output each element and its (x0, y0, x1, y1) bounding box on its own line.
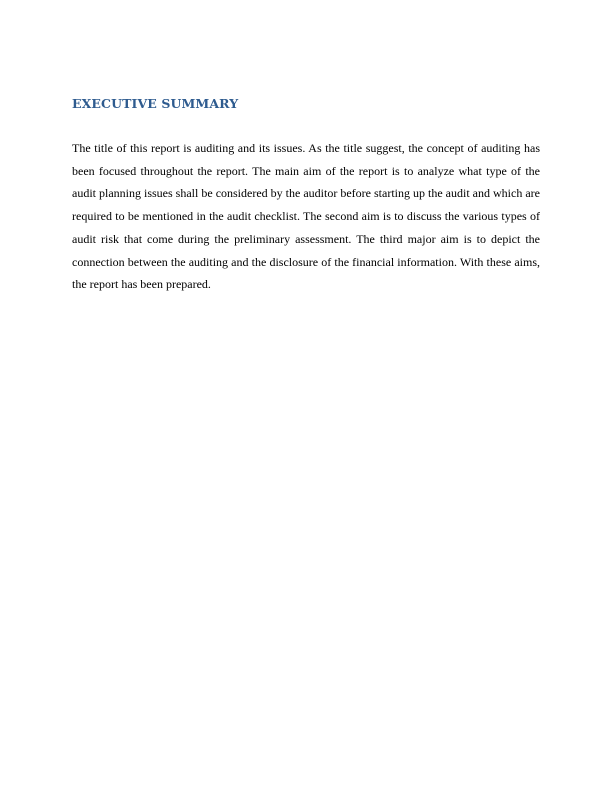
section-heading: EXECUTIVE SUMMARY (72, 96, 239, 111)
summary-paragraph: The title of this report is auditing and its issues. As the title suggest, the concept of auditing has been focused throughout the report. The main aim of the report is to analyze what type of the audit planning issues shall be considered by the auditor before starting up the audit and which are required to be mentioned in the audit checklist. The second aim is to discuss the various types of audit risk that come during the preliminary assessment. The third major aim is to depict the connection between the auditing and the disclosure of the financial information. With these aims, the report has been prepared. (72, 141, 540, 292)
